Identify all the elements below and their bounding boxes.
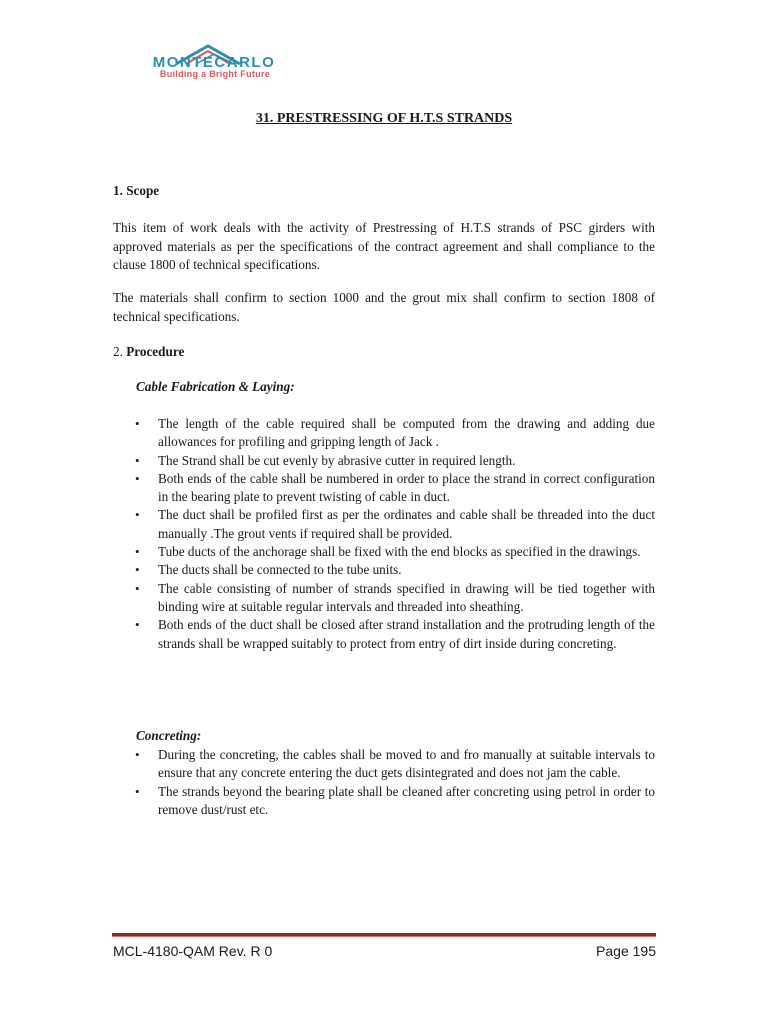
concreting-list xyxy=(113,746,655,819)
footer-document-reference: MCL-4180-QAM Rev. R 0 xyxy=(113,943,273,959)
cable-fabrication-heading: Cable Fabrication & Laying: xyxy=(136,379,295,394)
cable-fabrication-list xyxy=(113,415,655,653)
scope-heading: 1. Scope xyxy=(113,183,160,198)
list-item: • The ducts shall be connected to the tube units. xyxy=(113,561,655,579)
scope-paragraph-2: The materials shall confirm to section 1000 and the grout mix shall confirm to section 1808 of technical specifications. xyxy=(113,290,655,324)
scope-paragraph-1: This item of work deals with the activity of Prestressing of H.T.S strands of PSC girders with approved materials as per the specifications of the contract agreement and shall compliance to the clause 1800 of technical specifications. xyxy=(113,220,655,272)
list-item: • The length of the cable required shall be computed from the drawing and adding due allowances for profiling and gripping length of Jack . xyxy=(113,415,655,452)
procedure-heading-text: Procedure xyxy=(126,344,185,359)
company-logo xyxy=(116,42,312,82)
logo-tagline: Building a Bright Future xyxy=(159,69,271,79)
list-item: • The duct shall be profiled first as per the ordinates and cable shall be threaded into the duct manually .The grout vents if required shall be provided. xyxy=(113,506,655,543)
list-item: • The Strand shall be cut evenly by abrasive cutter in required length. xyxy=(113,452,655,470)
page-title: 31. PRESTRESSING OF H.T.S STRANDS xyxy=(255,111,513,126)
logo-name: MONTECARLO xyxy=(152,54,276,71)
list-item: • Both ends of the cable shall be numbered in order to place the strand in correct configuration in the bearing plate to prevent twisting of cable in duct. xyxy=(113,470,655,507)
list-item: • During the concreting, the cables shall be moved to and fro manually at suitable intervals to ensure that any concrete entering the duct gets disintegrated and does not jam the cable. xyxy=(113,746,655,783)
list-item: • The cable consisting of number of strands specified in drawing will be tied together with binding wire at suitable regular intervals and threaded into sheathing. xyxy=(113,580,655,617)
footer-divider xyxy=(112,933,656,937)
list-item: • Both ends of the duct shall be closed after strand installation and the protruding length of the strands shall be wrapped suitably to protect from entry of dirt inside during concreting. xyxy=(113,616,655,653)
procedure-heading xyxy=(113,343,655,362)
concreting-heading: Concreting: xyxy=(136,728,202,743)
list-item: • Tube ducts of the anchorage shall be fixed with the end blocks as specified in the drawings. xyxy=(113,543,655,561)
procedure-number: 2. xyxy=(113,344,123,359)
footer-page-number: Page 195 xyxy=(596,943,656,959)
list-item: • The strands beyond the bearing plate shall be cleaned after concreting using petrol in order to remove dust/rust etc. xyxy=(113,783,655,820)
